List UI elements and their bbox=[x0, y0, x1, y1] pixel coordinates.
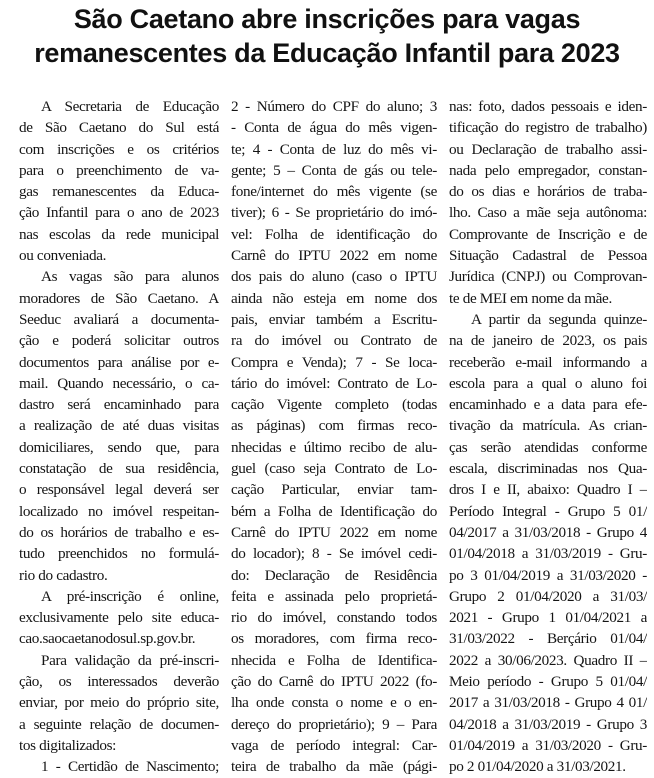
headline-line-1: São Caetano abre inscrições para vagas bbox=[73, 4, 581, 34]
text-line: As vagas são para alunos bbox=[41, 268, 219, 286]
text-line: feita e assinada pelo proprietá- bbox=[231, 587, 437, 605]
text-line: tário do imóvel: Contrato de Lo- bbox=[231, 374, 437, 392]
text-line: escola para a qual o aluno foi bbox=[449, 374, 647, 392]
text-line: 01/04/2019 a 31/03/2020 - Gru- bbox=[449, 736, 647, 754]
text-line: tos digitalizados: bbox=[19, 736, 117, 754]
text-line: tudo preenchidos no formulá- bbox=[19, 545, 219, 563]
text-line: vaga de período integral: Car- bbox=[231, 736, 437, 754]
text-line: cação Vigente completo (todas bbox=[231, 396, 437, 414]
text-line: cao.saocaetanodosul.sp.gov.br. bbox=[19, 630, 196, 648]
text-line: domiciliares, sendo que, para bbox=[19, 438, 219, 456]
text-line: documentos para análise por e- bbox=[19, 353, 219, 371]
text-line: 2021 - Grupo 1 01/04/2021 a bbox=[449, 609, 647, 627]
text-line: dos pais do aluno (caso o IPTU bbox=[231, 268, 437, 286]
text-line: ção, os interessados deverão bbox=[19, 673, 219, 691]
text-line: do os dias e horários de traba- bbox=[449, 183, 647, 201]
text-line: nas: foto, dados pessoais e iden- bbox=[449, 98, 647, 115]
text-line: Meio período - Grupo 5 01/04/ bbox=[449, 673, 647, 691]
text-line: receberão e-mail informando a bbox=[449, 353, 647, 371]
text-line: tificação do registro de trabalho) bbox=[449, 119, 647, 137]
text-line: dastro será encaminhado para bbox=[19, 396, 219, 414]
text-line: mail. Quando necessário, o ca- bbox=[19, 374, 219, 392]
text-line: escala, discriminadas nos Qua- bbox=[449, 460, 647, 478]
text-line: ção e poderá solicitar outros bbox=[19, 332, 219, 350]
text-line: do: Declaração de Residência bbox=[231, 566, 437, 584]
text-line: Seeduc avaliará a documenta- bbox=[19, 310, 219, 328]
text-line: vel: Folha de identificação do bbox=[231, 225, 437, 243]
text-line: dereço do proprietário); 9 – Para bbox=[231, 715, 437, 733]
text-line: a seguinte relação de documen- bbox=[19, 715, 219, 733]
text-line: Comprovante de Inscrição e de bbox=[449, 225, 647, 243]
text-line: de São Caetano do Sul está bbox=[19, 119, 219, 137]
text-line: bém a Folha de Identificação do bbox=[231, 502, 437, 520]
text-line: rio do imóvel, constando todos bbox=[231, 609, 437, 627]
text-line: ças serão atendidas conforme bbox=[449, 438, 647, 456]
text-line: do os horários de trabalho e es- bbox=[19, 523, 219, 541]
text-line: te de MEI em nome da mãe. bbox=[449, 289, 612, 307]
text-line: para o preenchimento de va- bbox=[19, 161, 219, 179]
text-line: ra do imóvel ou Contrato de bbox=[231, 332, 437, 350]
text-line: lha onde consta o nome e o en- bbox=[231, 694, 437, 712]
text-line: ção Infantil para o ano de 2023 bbox=[19, 204, 219, 222]
text-line: Carnê do IPTU 2022 em nome bbox=[231, 247, 437, 265]
text-line: 31/03/2022 - Berçário 01/04/ bbox=[449, 630, 647, 648]
text-line: lho. Caso a mãe seja autônoma: bbox=[449, 204, 647, 222]
text-line: dros I e II, abaixo: Quadro I – bbox=[449, 481, 647, 499]
text-line: A pré-inscrição é online, bbox=[41, 587, 219, 605]
text-line: ou conveniada. bbox=[19, 247, 107, 265]
text-line: 1 - Certidão de Nascimento; bbox=[41, 758, 219, 776]
text-line: constatação de sua residência, bbox=[19, 460, 219, 478]
text-line: teira de trabalho da mãe (pági- bbox=[231, 758, 437, 776]
text-line: 04/2018 a 31/03/2019 - Grupo 3 bbox=[449, 715, 647, 733]
text-line: po 2 01/04/2020 a 31/03/2021. bbox=[449, 758, 626, 776]
text-line: rio do cadastro. bbox=[19, 566, 108, 584]
text-line: 2 - Número do CPF do aluno; 3 bbox=[231, 98, 437, 115]
article-column-1 bbox=[19, 96, 219, 778]
text-line: as páginas) com firmas reco- bbox=[231, 417, 437, 435]
text-line: - Conta de água do mês vigen- bbox=[231, 119, 437, 137]
text-line: encaminhado e a data para efe- bbox=[449, 396, 647, 414]
text-line: Carnê do IPTU 2022 em nome bbox=[231, 523, 437, 541]
text-line: Jurídica (CNPJ) ou Comprovan- bbox=[449, 268, 647, 286]
text-line: a realização de até duas visitas bbox=[19, 417, 219, 435]
text-line: gente; 5 – Conta de gás ou tele- bbox=[231, 161, 437, 179]
text-line: os moradores, com firma reco- bbox=[231, 630, 437, 648]
article-column-3 bbox=[449, 96, 647, 778]
text-line: moradores de São Caetano. A bbox=[19, 289, 219, 307]
text-line: A Secretaria de Educação bbox=[41, 98, 219, 115]
text-line: ainda não esteja em nome dos bbox=[231, 289, 437, 307]
text-line: 2017 a 31/03/2018 - Grupo 4 01/ bbox=[449, 694, 647, 712]
text-line: Grupo 2 01/04/2020 a 31/03/ bbox=[449, 587, 647, 605]
text-line: tiver); 6 - Se proprietário do imó- bbox=[231, 204, 437, 222]
text-line: nas escolas da rede municipal bbox=[19, 225, 219, 243]
text-line: fone/internet do mês vigente (se bbox=[231, 183, 437, 201]
text-line: po 3 01/04/2019 a 31/03/2020 - bbox=[449, 566, 647, 584]
text-line: guel (caso seja Contrato de Lo- bbox=[231, 460, 437, 478]
text-line: na de janeiro de 2023, os pais bbox=[449, 332, 647, 350]
headline bbox=[0, 2, 654, 70]
text-line: do locador); 8 - Se imóvel cedi- bbox=[231, 545, 437, 563]
text-line: Período Integral - Grupo 5 01/ bbox=[449, 502, 647, 520]
text-line: 01/04/2018 a 31/03/2019 - Gru- bbox=[449, 545, 647, 563]
text-line: nada pelo empregador, constan- bbox=[449, 161, 647, 179]
text-line: cação Particular, enviar tam- bbox=[231, 481, 437, 499]
text-line: gas remanescentes da Educa- bbox=[19, 183, 219, 201]
text-line: localizado no imóvel respeitan- bbox=[19, 502, 219, 520]
text-line: tivação da matrícula. As crian- bbox=[449, 417, 647, 435]
text-line: A partir da segunda quinze- bbox=[471, 310, 647, 328]
text-line: te; 4 - Conta de luz do mês vi- bbox=[231, 140, 437, 158]
text-line: exclusivamente pelo site educa- bbox=[19, 609, 219, 627]
text-line: ou Declaração de trabalho assi- bbox=[449, 140, 647, 158]
text-line: 2022 a 30/06/2023. Quadro II – bbox=[449, 651, 647, 669]
headline-line-2: remanescentes da Educação Infantil para 2023 bbox=[34, 38, 620, 68]
text-line: enviar, por meio do próprio site, bbox=[19, 694, 219, 712]
text-line: 04/2017 a 31/03/2018 - Grupo 4 bbox=[449, 523, 647, 541]
text-line: ção do Carnê do IPTU 2022 (fo- bbox=[231, 673, 437, 691]
article-column-2 bbox=[231, 96, 437, 778]
text-line: nhecida e Folha de Identifica- bbox=[231, 651, 437, 669]
text-line: pais, enviar também a Escritu- bbox=[231, 310, 437, 328]
text-line: com inscrições e os critérios bbox=[19, 140, 219, 158]
text-line: Compra e Venda); 7 - Se loca- bbox=[231, 353, 437, 371]
text-line: o responsável legal deverá ser bbox=[19, 481, 219, 499]
text-line: nhecidas e último recibo de alu- bbox=[231, 438, 437, 456]
text-line: Para validação da pré-inscri- bbox=[41, 651, 219, 669]
text-line: Situação Cadastral de Pessoa bbox=[449, 247, 647, 265]
